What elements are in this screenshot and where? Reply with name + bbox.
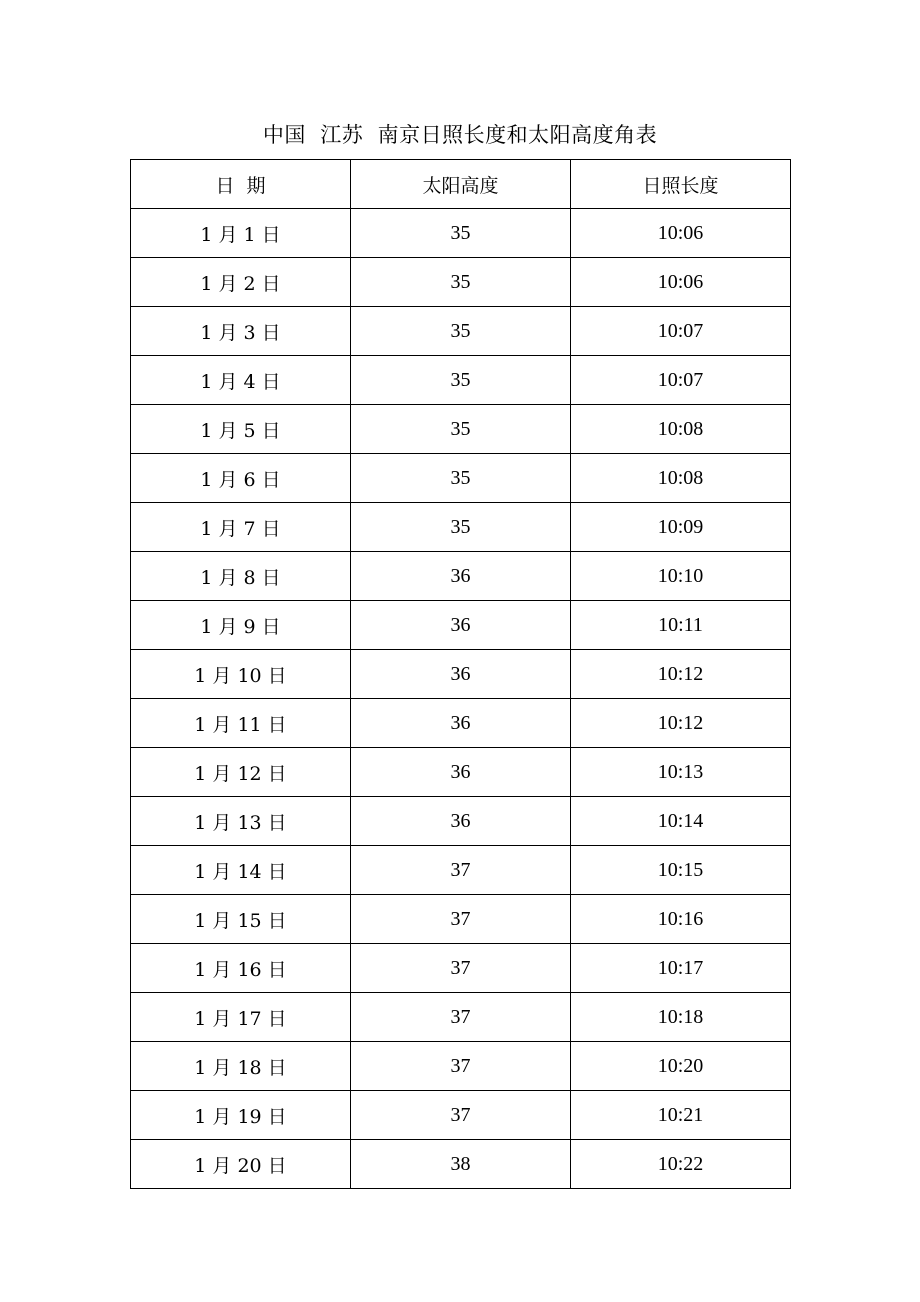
cell-sun-altitude: 37 (351, 895, 571, 944)
table-row (131, 846, 791, 895)
cell-date: 1 月 12 日 (131, 748, 351, 797)
table-row (131, 748, 791, 797)
page-title: 中国 江苏 南京日照长度和太阳高度角表 (262, 123, 658, 147)
table-row (131, 699, 791, 748)
table-row (131, 797, 791, 846)
table-row (131, 258, 791, 307)
cell-date: 1 月 4 日 (131, 356, 351, 405)
cell-date: 1 月 17 日 (131, 993, 351, 1042)
cell-sun-altitude: 36 (351, 748, 571, 797)
header-sun-altitude: 太阳高度 (351, 160, 571, 209)
cell-sun-altitude: 35 (351, 209, 571, 258)
cell-daylight-length: 10:08 (571, 454, 791, 503)
cell-date: 1 月 20 日 (131, 1140, 351, 1189)
table-row (131, 552, 791, 601)
cell-date: 1 月 7 日 (131, 503, 351, 552)
cell-daylight-length: 10:12 (571, 650, 791, 699)
cell-sun-altitude: 35 (351, 307, 571, 356)
cell-daylight-length: 10:18 (571, 993, 791, 1042)
cell-daylight-length: 10:13 (571, 748, 791, 797)
cell-sun-altitude: 35 (351, 503, 571, 552)
cell-sun-altitude: 36 (351, 699, 571, 748)
cell-sun-altitude: 37 (351, 1091, 571, 1140)
table-row (131, 1140, 791, 1189)
cell-date: 1 月 19 日 (131, 1091, 351, 1140)
cell-date: 1 月 18 日 (131, 1042, 351, 1091)
header-daylight-length: 日照长度 (571, 160, 791, 209)
cell-daylight-length: 10:10 (571, 552, 791, 601)
table-row (131, 650, 791, 699)
cell-sun-altitude: 37 (351, 993, 571, 1042)
table-body (131, 209, 791, 1189)
cell-daylight-length: 10:11 (571, 601, 791, 650)
cell-daylight-length: 10:15 (571, 846, 791, 895)
cell-daylight-length: 10:22 (571, 1140, 791, 1189)
cell-date: 1 月 6 日 (131, 454, 351, 503)
table-row (131, 895, 791, 944)
cell-daylight-length: 10:17 (571, 944, 791, 993)
cell-date: 1 月 13 日 (131, 797, 351, 846)
cell-date: 1 月 1 日 (131, 209, 351, 258)
cell-sun-altitude: 36 (351, 552, 571, 601)
table-row (131, 1042, 791, 1091)
cell-date: 1 月 15 日 (131, 895, 351, 944)
cell-sun-altitude: 37 (351, 1042, 571, 1091)
cell-sun-altitude: 36 (351, 601, 571, 650)
table-row (131, 503, 791, 552)
table-row (131, 307, 791, 356)
table-header-row (131, 160, 791, 209)
table-row (131, 454, 791, 503)
cell-date: 1 月 9 日 (131, 601, 351, 650)
header-date: 日 期 (131, 160, 351, 209)
cell-daylight-length: 10:14 (571, 797, 791, 846)
table-row (131, 1091, 791, 1140)
cell-daylight-length: 10:16 (571, 895, 791, 944)
cell-daylight-length: 10:06 (571, 258, 791, 307)
cell-daylight-length: 10:12 (571, 699, 791, 748)
cell-sun-altitude: 35 (351, 405, 571, 454)
cell-daylight-length: 10:06 (571, 209, 791, 258)
cell-sun-altitude: 35 (351, 454, 571, 503)
table-row (131, 209, 791, 258)
cell-sun-altitude: 37 (351, 846, 571, 895)
table-row (131, 356, 791, 405)
cell-daylight-length: 10:08 (571, 405, 791, 454)
cell-daylight-length: 10:20 (571, 1042, 791, 1091)
cell-sun-altitude: 37 (351, 944, 571, 993)
cell-date: 1 月 16 日 (131, 944, 351, 993)
cell-daylight-length: 10:09 (571, 503, 791, 552)
cell-sun-altitude: 38 (351, 1140, 571, 1189)
cell-date: 1 月 2 日 (131, 258, 351, 307)
cell-date: 1 月 8 日 (131, 552, 351, 601)
cell-date: 1 月 3 日 (131, 307, 351, 356)
table-row (131, 405, 791, 454)
table-row (131, 601, 791, 650)
table-row (131, 993, 791, 1042)
cell-date: 1 月 11 日 (131, 699, 351, 748)
cell-sun-altitude: 36 (351, 650, 571, 699)
cell-date: 1 月 14 日 (131, 846, 351, 895)
table-row (131, 944, 791, 993)
cell-date: 1 月 10 日 (131, 650, 351, 699)
cell-sun-altitude: 35 (351, 258, 571, 307)
cell-sun-altitude: 35 (351, 356, 571, 405)
cell-date: 1 月 5 日 (131, 405, 351, 454)
cell-daylight-length: 10:21 (571, 1091, 791, 1140)
cell-sun-altitude: 36 (351, 797, 571, 846)
cell-daylight-length: 10:07 (571, 307, 791, 356)
sun-data-table (130, 159, 791, 1189)
cell-daylight-length: 10:07 (571, 356, 791, 405)
